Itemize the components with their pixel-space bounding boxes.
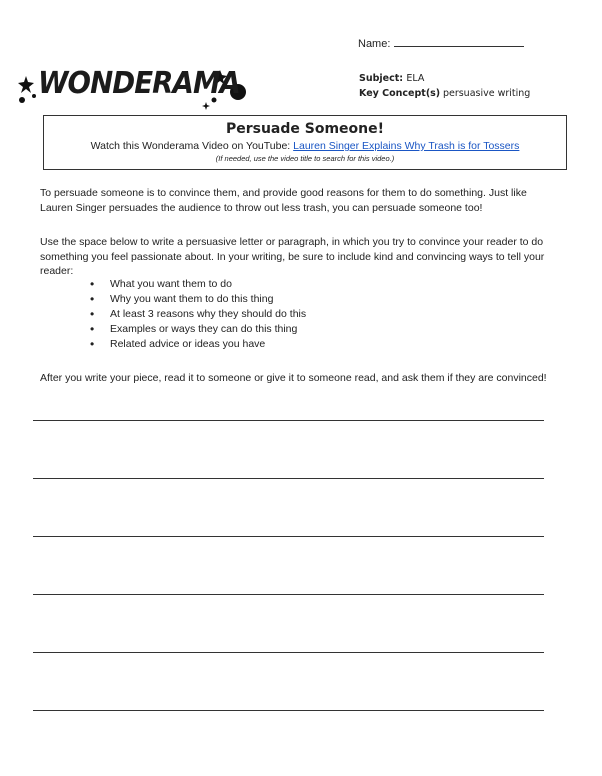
activity-banner <box>43 115 567 170</box>
closing-paragraph: After you write your piece, read it to someone or give it to someone read, and ask them if they are convinced! <box>40 372 547 384</box>
subject-row: Subject: ELA <box>359 73 425 84</box>
key-concept-label: Key Concept(s) <box>359 88 441 99</box>
watch-prefix: Watch this Wonderama Video on YouTube: <box>90 140 291 152</box>
key-concept-value: persuasive writing <box>442 88 531 99</box>
watch-instruction <box>44 140 566 152</box>
name-label: Name: <box>358 38 391 50</box>
subject-label: Subject <box>359 73 400 84</box>
video-link[interactable]: Lauren Singer Explains Why Trash is for Tossers <box>293 140 520 152</box>
writing-line[interactable] <box>33 594 544 595</box>
writing-checklist <box>90 277 306 352</box>
search-note: (If needed, use the video title to search for this video.) <box>215 154 395 163</box>
list-item: • At least 3 reasons why they should do this <box>90 307 306 322</box>
name-field[interactable] <box>358 36 524 50</box>
list-item: • Examples or ways they can do this thing <box>90 322 306 337</box>
list-item: • Related advice or ideas you have <box>90 337 306 352</box>
writing-line[interactable] <box>33 536 544 537</box>
instructions-paragraph: Use the space below to write a persuasive letter or paragraph, in which you try to convince your reader to do something you feel passionate about. In your writing, be sure to include kind and convincing ways to tell your reader: <box>40 236 545 277</box>
list-item: • What you want them to do <box>90 277 306 292</box>
wonderama-logo <box>16 62 248 112</box>
list-item: • Why you want them to do this thing <box>90 292 306 307</box>
logo-wordmark: WONDERAMA <box>38 66 240 101</box>
intro-paragraph: To persuade someone is to convince them, and provide good reasons for them to do something. Just like Lauren Singer persuades the audience to throw out less trash, you can persuade someone too! <box>40 187 527 214</box>
subject-value: ELA <box>406 73 425 84</box>
key-concept-row <box>359 86 530 101</box>
writing-line[interactable] <box>33 652 544 653</box>
writing-line[interactable] <box>33 710 544 711</box>
writing-line[interactable] <box>33 478 544 479</box>
lesson-meta <box>359 71 530 101</box>
activity-title: Persuade Someone! <box>225 121 385 137</box>
writing-line[interactable] <box>33 420 544 421</box>
name-blank-line[interactable] <box>394 36 524 47</box>
